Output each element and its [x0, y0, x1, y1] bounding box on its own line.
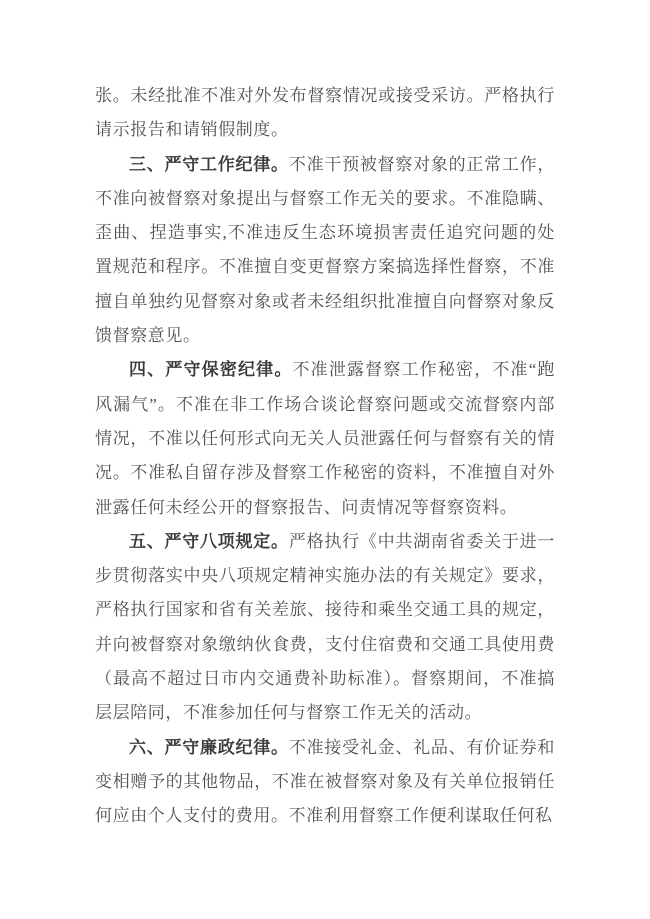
- paragraph-body: 不准干预被督察对象的正常工作，不准向被督察对象提出与督察工作无关的要求。不准隐瞒、歪曲、捏造事实,不准违反生态环境损害责任追究问题的处置规范和程序。不准擅自变更督察方案搞选择性督察，不准擅自单独约见督察对象或者未经组织批准擅自向督察对象反馈督察意见。: [95, 154, 555, 346]
- document-text-block: [95, 79, 555, 834]
- paragraph-body: 不准泄露督察工作秘密，不准“跑风漏气”。不准在非工作场合谈论督察问题或交流督察内部情况，不准以任何形式向无关人员泄露任何与督察有关的情况。不准私自留存涉及督察工作秘密的资料，不准擅自对外泄露任何未经公开的督察报告、问责情况等督察资料。: [95, 360, 556, 517]
- paragraph: [95, 525, 555, 731]
- paragraph: [95, 148, 555, 354]
- paragraph-body: 严格执行《中共湖南省委关于进一步贯彻落实中央八项规定精神实施办法的有关规定》要求，严格执行国家和省有关差旅、接待和乘坐交通工具的规定，并向被督察对象缴纳伙食费，支付住宿费和交通工具使用费（最高不超过日市内交通费补助标准）。督察期间，不准搞层层陪同，不准参加任何与督察工作无关的活动。: [95, 531, 555, 723]
- paragraph: [95, 79, 555, 148]
- paragraph: [95, 731, 555, 834]
- paragraph-heading: 三、严守工作纪律。: [129, 154, 289, 174]
- paragraph-body: 张。未经批准不准对外发布督察情况或接受采访。严格执行请示报告和请销假制度。: [95, 86, 555, 140]
- paragraph: [95, 353, 555, 524]
- paragraph-body: 不准接受礼金、礼品、有价证券和变相赠予的其他物品，不准在被督察对象及有关单位报销任何应由个人支付的费用。不准利用督察工作便利谋取任何私: [95, 737, 555, 826]
- paragraph-heading: 六、严守廉政纪律。: [129, 737, 289, 757]
- paragraph-heading: 五、严守八项规定。: [129, 531, 289, 551]
- paragraph-heading: 四、严守保密纪律。: [129, 360, 293, 380]
